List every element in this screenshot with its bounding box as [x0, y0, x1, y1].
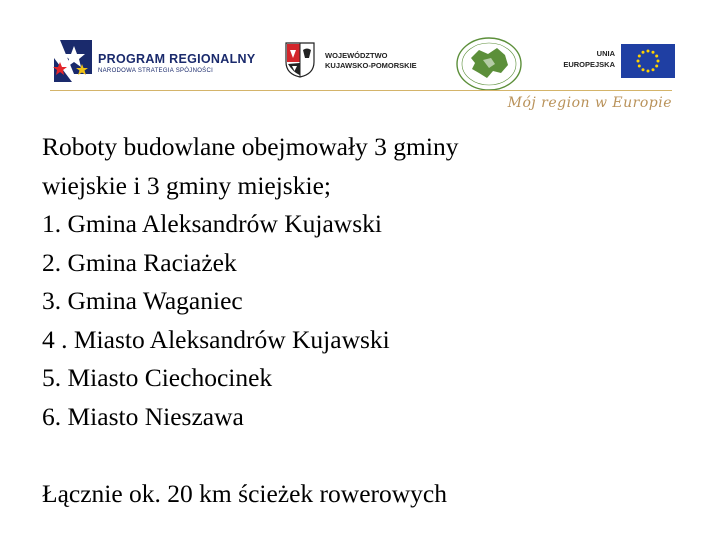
intro-line-2: wiejskie i 3 gminy miejskie; [42, 170, 331, 200]
unia-line1: UNIA [596, 49, 615, 58]
wojewodztwo-line2: KUJAWSKO-POMORSKIE [325, 61, 417, 70]
list-item: 1. Gmina Aleksandrów Kujawski [42, 209, 382, 238]
region-tagline: Mój region w Europie [507, 95, 672, 111]
eu-flag-icon [621, 44, 675, 78]
unia-line2: EUROPEJSKA [563, 60, 615, 69]
wojewodztwo-line1: WOJEWÓDZTWO [325, 51, 388, 60]
list-item: 3. Gmina Waganiec [42, 286, 243, 315]
list-item: 6. Miasto Nieszawa [42, 401, 244, 431]
program-regionalny-title: PROGRAM REGIONALNY [98, 52, 256, 66]
coat-of-arms-icon [285, 42, 315, 78]
intro-line-1: Roboty budowlane obejmowały 3 gminy [42, 132, 459, 161]
program-regionalny-icon [50, 38, 94, 84]
summary-line: Łącznie ok. 20 km ścieżek rowerowych [42, 478, 447, 508]
unia-europejska-logo [545, 44, 675, 80]
program-regionalny-subtitle: NARODOWA STRATEGIA SPÓJNOŚCI [98, 68, 214, 74]
blank-line [42, 436, 692, 475]
list-item: 5. Miasto Ciechocinek [42, 363, 273, 392]
logo-bar [0, 0, 720, 125]
list-item: 4 . Miasto Aleksandrów Kujawski [42, 324, 390, 354]
program-regionalny-logo [50, 38, 280, 86]
wojewodztwo-logo [285, 42, 445, 82]
list-item: 2. Gmina Raciażek [42, 247, 237, 277]
regional-map-seal-icon [455, 36, 523, 92]
slide-body [42, 128, 692, 513]
header-divider [50, 90, 672, 91]
